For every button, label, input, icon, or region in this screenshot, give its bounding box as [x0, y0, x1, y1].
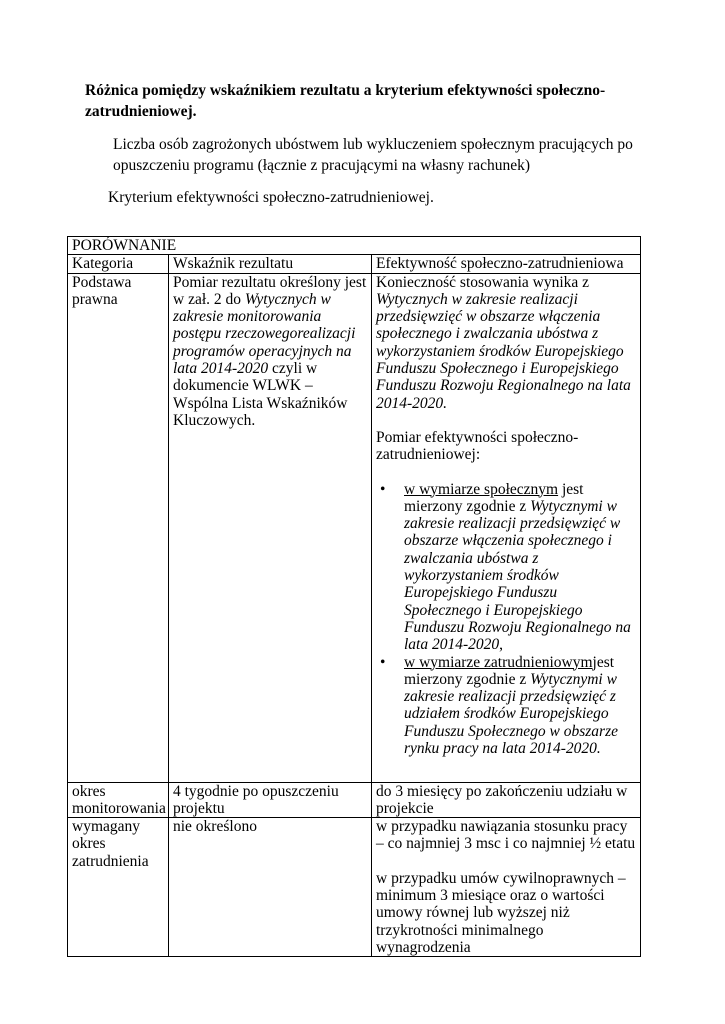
- legal-basis-result-pre: Pomiar rezultatu określony jest w zał. 2 do: [173, 273, 367, 308]
- indicator-description: Liczba osób zagrożonych ubóstwem lub wykluczeniem społecznym pracujących po opuszczeniu programu (łącznie z pracującymi na własny rachunek): [113, 136, 633, 174]
- legal-basis-result-post: czyli w dokumencie WLWK – Wspólna Lista Wskaźników Kluczowych.: [173, 360, 348, 429]
- efficiency-source-pre: Konieczność stosowania wynika z: [376, 273, 590, 291]
- header-result-indicator: Wskaźnik rezultatu: [169, 255, 372, 273]
- social-dimension-guidelines: Wytycznymi w zakresie realizacji przedsięwzięć w obszarze włączenia społecznego i zwalczania ubóstwa z wykorzystaniem środków Europejskiego Funduszu Społecznego i Europejskiego Funduszu Rozwoju Regionalnego na lata 2014-2020: [404, 497, 631, 654]
- bullet-icon: •: [380, 653, 386, 671]
- employment-period-result: nie określono: [169, 818, 372, 957]
- employment-dimension: w wymiarze zatrudnieniowym: [404, 653, 593, 671]
- table-row-monitoring-period: [68, 782, 641, 818]
- list-item-employment: [380, 653, 636, 758]
- header-efficiency: Efektywność społeczno-zatrudnieniowa: [372, 255, 641, 273]
- employment-dimension-pre: jest mierzony zgodnie z: [404, 653, 615, 688]
- civil-contract-rule: w przypadku umów cywilnoprawnych – minimum 3 miesiące oraz o wartości umowy równej lub wyższej niż trzykrotności minimalnego wynagrodzenia: [376, 869, 626, 956]
- efficiency-measure-heading: Pomiar efektywności społeczno-zatrudnieniowej:: [376, 428, 579, 464]
- legal-basis-result-guidelines: Wytycznych w zakresie monitorowania postępu rzeczowegorealizacji programów operacyjnych na lata 2014-2020: [173, 290, 356, 378]
- table-header-row: [68, 255, 641, 273]
- social-dimension-pre: jest mierzony zgodnie z: [404, 480, 584, 515]
- efficiency-source-guidelines: Wytycznych w zakresie realizacji przedsięwzięć w obszarze włączenia społecznego i zwalczania ubóstwa z wykorzystaniem środków Europejskiego Funduszu Społecznego i Europejskiego Funduszu Rozwoju Regionalnego na lata 2014-2020.: [376, 290, 631, 412]
- legal-basis-efficiency-source: [376, 274, 636, 412]
- list-item-social: [380, 480, 636, 654]
- table-title-row: [68, 237, 641, 255]
- bullet-icon: •: [380, 480, 386, 498]
- table-title: PORÓWNANIE: [68, 237, 641, 255]
- monitoring-period-efficiency: do 3 miesięcy po zakończeniu udziału w projekcie: [372, 782, 641, 818]
- employment-dimension-guidelines: Wytycznymi w zakresie realizacji przedsięwzięć z udziałem środków Europejskiego Funduszu Społecznego w obszarze rynku pracy na lata 2014-2020.: [404, 670, 618, 758]
- table-row-legal-basis: [68, 273, 641, 782]
- legal-basis-efficiency: [372, 273, 641, 782]
- monitoring-period-label: okres monitorowania: [68, 782, 169, 818]
- document-heading: Różnica pomiędzy wskaźnikiem rezultatu a kryterium efektywności społeczno-zatrudnieniowej.: [85, 82, 606, 120]
- comparison-table: [67, 236, 641, 957]
- table-row-employment-period: [68, 818, 641, 957]
- employment-contract-rule: w przypadku nawiązania stosunku pracy – co najmniej 3 msc i co najmniej ½ etatu: [376, 818, 636, 853]
- legal-basis-label: Podstawa prawna: [68, 273, 169, 782]
- social-dimension-post: ,: [499, 636, 504, 654]
- employment-period-efficiency: [372, 818, 641, 957]
- header-category: Kategoria: [68, 255, 169, 273]
- legal-basis-result: [169, 273, 372, 782]
- monitoring-period-result: 4 tygodnie po opuszczeniu projektu: [169, 782, 372, 818]
- efficiency-measure-list: [376, 481, 636, 758]
- employment-period-label: wymagany okres zatrudnienia: [68, 818, 169, 957]
- criterion-description: Kryterium efektywności społeczno-zatrudnieniowej.: [108, 189, 434, 206]
- social-dimension: w wymiarze społecznym: [404, 480, 559, 498]
